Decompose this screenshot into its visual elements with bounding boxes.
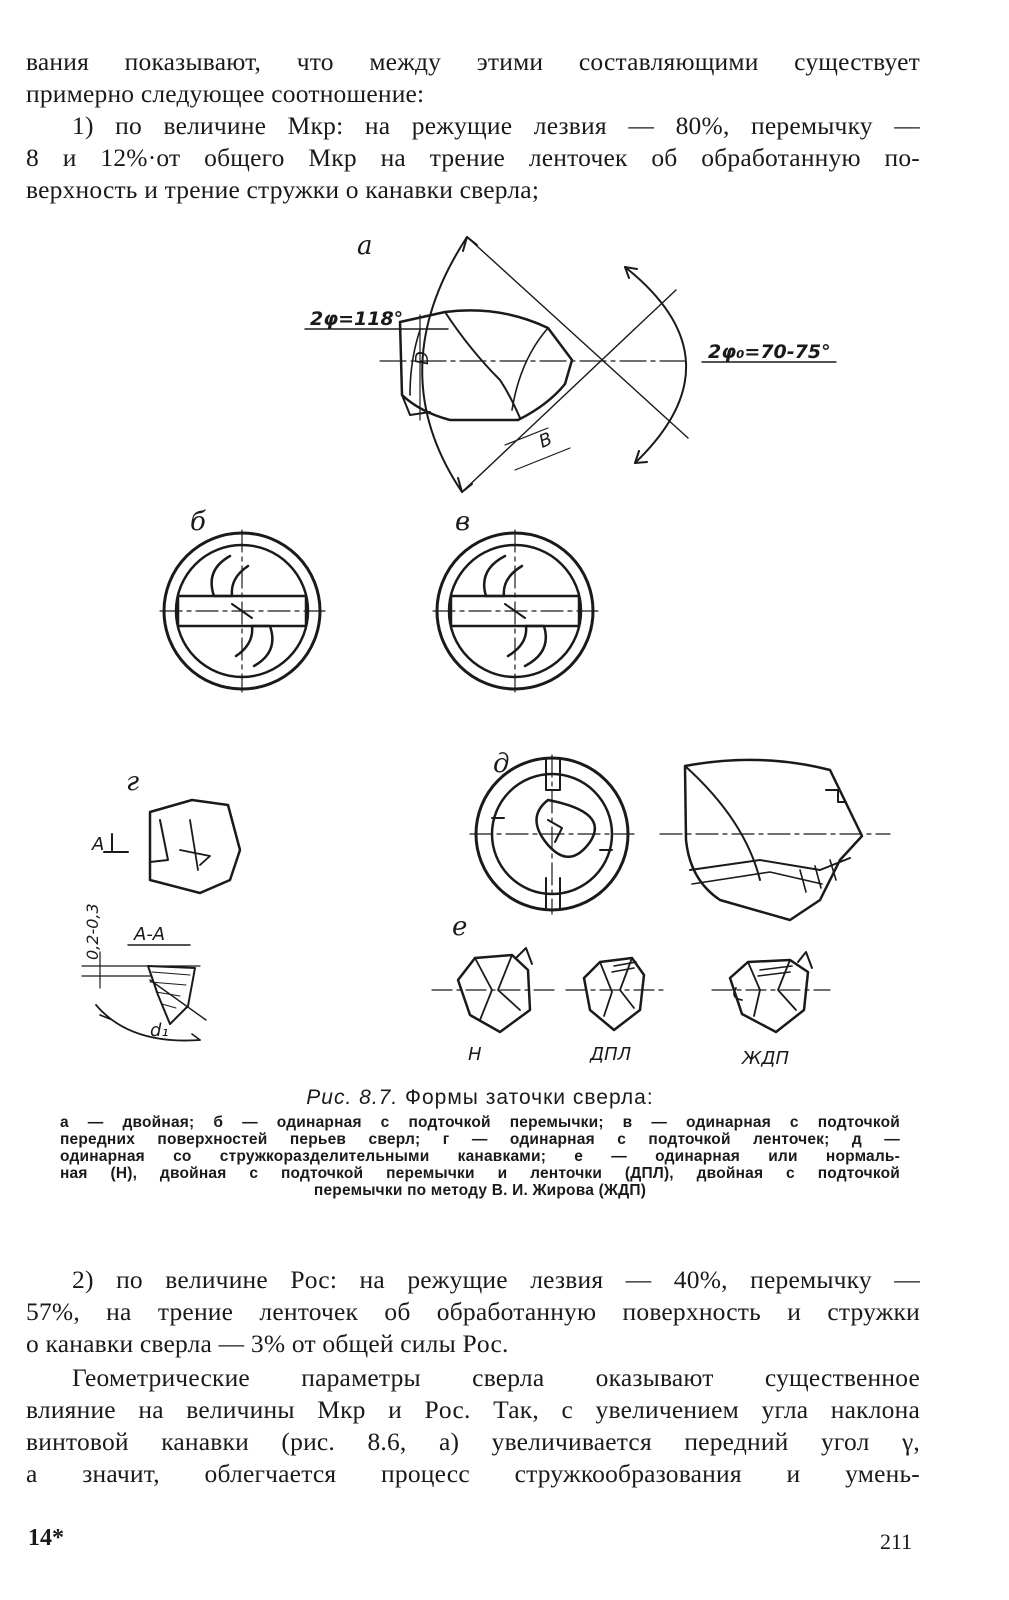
dim-land-width-label: 0,2-0,3 bbox=[83, 903, 102, 960]
dim-d1-label: d₁ bbox=[150, 1020, 169, 1041]
text-line: примерно следующее соотношение: bbox=[26, 79, 425, 108]
text-line: 8 и 12%·от общего Mкр на трение ленточек об обработанную по- bbox=[26, 143, 920, 172]
caption-line: а — двойная; б — одинарная с подточкой перемычки; в — одинарная с подточкой bbox=[60, 1114, 900, 1131]
caption-line: ная (Н), двойная с подточкой перемычки и ленточки (ДПЛ), двойная с подточкой bbox=[60, 1165, 900, 1182]
signature-mark: 14* bbox=[28, 1525, 64, 1551]
figure-label-g: г bbox=[126, 767, 140, 797]
figure-label-b: б bbox=[190, 507, 206, 537]
figure-label-a: а bbox=[357, 231, 373, 261]
caption-figure-title: Формы заточки сверла: bbox=[405, 1086, 654, 1109]
section-a-marker: A bbox=[92, 834, 105, 855]
text-line: а значит, облегчается процесс стружкообразования и умень- bbox=[26, 1459, 920, 1488]
text-line: Геометрические параметры сверла оказывают существенное bbox=[72, 1363, 920, 1392]
figure-label-d: д bbox=[493, 749, 510, 779]
type-zhdp-label: ЖДП bbox=[742, 1048, 789, 1069]
figure-caption bbox=[60, 1086, 900, 1199]
caption-figure-number: Рис. 8.7. bbox=[306, 1086, 399, 1109]
figure-g-land-sharpening bbox=[82, 800, 240, 1041]
figure-label-v: в bbox=[455, 507, 471, 537]
bottom-paragraph-2 bbox=[26, 1362, 920, 1490]
dim-d-label: D bbox=[412, 351, 433, 365]
text-line: винтовой канавки (рис. 8.6, а) увеличивается передний угол γ, bbox=[26, 1427, 920, 1456]
caption-line: передних поверхностей перьев сверл; г — одинарная с подточкой ленточек; д — bbox=[60, 1131, 900, 1148]
text-line: 1) по величине Mкр: на режущие лезвия — 80%, перемычку — bbox=[72, 111, 920, 140]
page-number: 211 bbox=[880, 1529, 913, 1554]
figure-label-e: е bbox=[452, 912, 468, 942]
bottom-paragraph-1 bbox=[26, 1264, 920, 1360]
angle-2phi0-label: 2φ₀=70-75° bbox=[708, 341, 831, 363]
type-dpl-label: ДПЛ bbox=[590, 1044, 632, 1065]
angle-2phi-label: 2φ=118° bbox=[310, 308, 404, 330]
figure-e-drill-tips bbox=[432, 948, 830, 1032]
text-line: 57%, на трение ленточек об обработанную поверхность и стружки bbox=[26, 1297, 920, 1326]
section-aa-label: A-A bbox=[134, 924, 166, 945]
text-line: вания показывают, что между этими составляющими существует bbox=[26, 47, 920, 76]
text-line: о канавки сверла — 3% от общей силы Pос. bbox=[26, 1329, 509, 1358]
caption-body bbox=[60, 1114, 900, 1199]
text-line: влияние на величины Mкр и Pос. Так, с увеличением угла наклона bbox=[26, 1395, 920, 1424]
type-h-label: Н bbox=[468, 1044, 482, 1065]
text-line: верхность и трение стружки о канавки сверла; bbox=[26, 175, 540, 204]
caption-line: одинарная со стружкоразделительными канавками; е — одинарная или нормаль- bbox=[60, 1148, 900, 1165]
text-line: 2) по величине Pос: на режущие лезвия — 40%, перемычку — bbox=[72, 1265, 920, 1294]
figure-v-drill-end-view bbox=[433, 530, 598, 692]
caption-title bbox=[60, 1086, 900, 1110]
figure-d-chip-splitting bbox=[470, 755, 890, 920]
caption-line: перемычки по методу В. И. Жирова (ЖДП) bbox=[313, 1182, 647, 1199]
dim-b-label: B bbox=[536, 428, 556, 453]
figure-b-drill-end-view bbox=[160, 530, 325, 692]
figure-a-drill-side-view bbox=[305, 237, 836, 492]
